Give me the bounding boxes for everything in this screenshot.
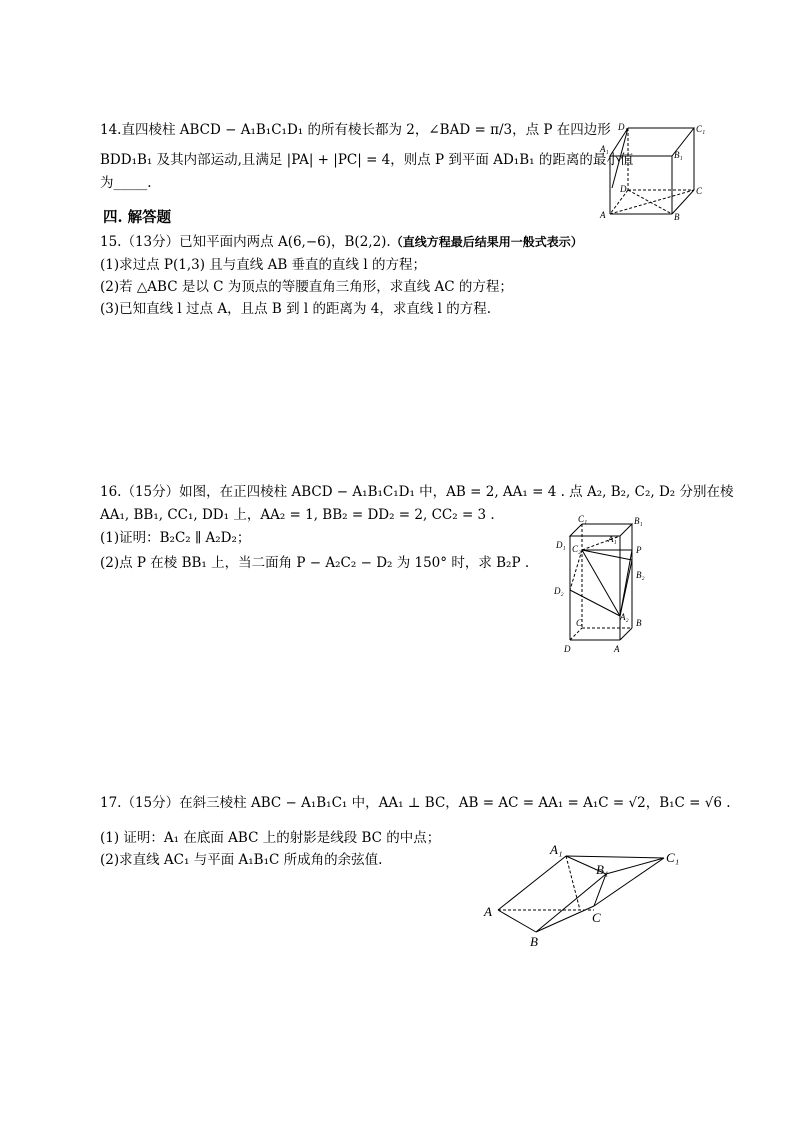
q14-label-D: D (620, 184, 627, 194)
q14-label-A1: A₁ (600, 144, 609, 154)
q14-label-D1: D₁ (618, 122, 628, 132)
q16-line1: 16.（15分）如图，在正四棱柱 ABCD − A₁B₁C₁D₁ 中，AB = 2, AA₁ = 4 . 点 A₂, B₂, C₂, D₂ 分别在棱 (100, 484, 734, 500)
q16-label-A2: A₂ (620, 612, 629, 622)
q14-line2: BDD₁B₁ 及其内部运动,且满足 |PA| + |PC| = 4，则点 P 到平面 AD₁B₁ 的距离的最小值 (100, 152, 634, 168)
q16-label-D: D (564, 644, 571, 654)
q16-label-A: A (614, 644, 620, 654)
q16-label-A1: A₁ (608, 534, 617, 544)
q16-label-D2: D₂ (554, 586, 564, 596)
q16-part1: (1)证明：B₂C₂ ∥ A₂D₂； (100, 530, 251, 546)
q14-label-B: B (674, 212, 680, 222)
q16-label-B: B (636, 618, 642, 628)
q15-text: 15.（13分）已知平面内两点 A(6,−6)，B(2,2). (100, 234, 391, 250)
q17-part1: (1) 证明：A₁ 在底面 ABC 上的射影是线段 BC 的中点； (100, 830, 441, 846)
q16-label-C2: C₂ (572, 544, 582, 554)
q16-label-D1: D₁ (556, 540, 566, 550)
q16-prism-figure (552, 512, 652, 654)
q16-label-P: P (636, 545, 642, 555)
q14-line3: 为_____. (100, 175, 152, 191)
q15-part1: (1)求过点 P(1,3) 且与直线 AB 垂直的直线 l 的方程； (100, 257, 426, 273)
q17-label-A: A (484, 904, 492, 919)
q17-label-C: C (592, 910, 601, 925)
q15-line1 (100, 233, 583, 251)
q16-part2: (2)点 P 在棱 BB₁ 上，当二面角 P − A₂C₂ − D₂ 为 150° 时，求 B₂P . (100, 555, 530, 571)
q17-label-B1: B₁ (596, 862, 609, 877)
q16-label-C: C (576, 618, 583, 628)
q15-part3: (3)已知直线 l 过点 A，且点 B 到 l 的距离为 4，求直线 l 的方程. (100, 301, 492, 317)
q17-prism-figure (480, 838, 690, 952)
section-title: 四. 解答题 (103, 209, 172, 226)
q17-label-A1: A₁ (550, 842, 563, 857)
q16-label-B1: B₁ (634, 516, 643, 526)
q17-part2: (2)求直线 AC₁ 与平面 A₁B₁C 所成角的余弦值. (100, 852, 383, 868)
q14-label-A: A (600, 210, 606, 220)
q14-line1: 14.直四棱柱 ABCD − A₁B₁C₁D₁ 的所有棱长都为 2，∠BAD = π/3，点 P 在四边形 (100, 122, 611, 138)
q16-label-B2: B₂ (636, 570, 645, 580)
q17-label-B: B (530, 934, 538, 949)
q17-label-C1: C₁ (666, 850, 680, 865)
q17-line1: 17.（15分）在斜三棱柱 ABC − A₁B₁C₁ 中，AA₁ ⊥ BC，AB = AC = AA₁ = A₁C = √2，B₁C = √6 . (100, 795, 731, 811)
q14-label-C1: C₁ (696, 124, 706, 134)
q14-label-C: C (696, 186, 703, 196)
q16-label-C1: C₁ (578, 514, 588, 524)
q15-note: （直线方程最后结果用一般式表示） (390, 235, 583, 249)
q16-line2: AA₁, BB₁, CC₁, DD₁ 上，AA₂ = 1, BB₂ = DD₂ = 2, CC₂ = 3 . (100, 507, 495, 523)
q14-label-B1: B₁ (674, 150, 683, 160)
q15-part2: (2)若 △ABC 是以 C 为顶点的等腰直角三角形，求直线 AC 的方程； (100, 279, 513, 295)
q14-prism-figure (600, 118, 704, 224)
